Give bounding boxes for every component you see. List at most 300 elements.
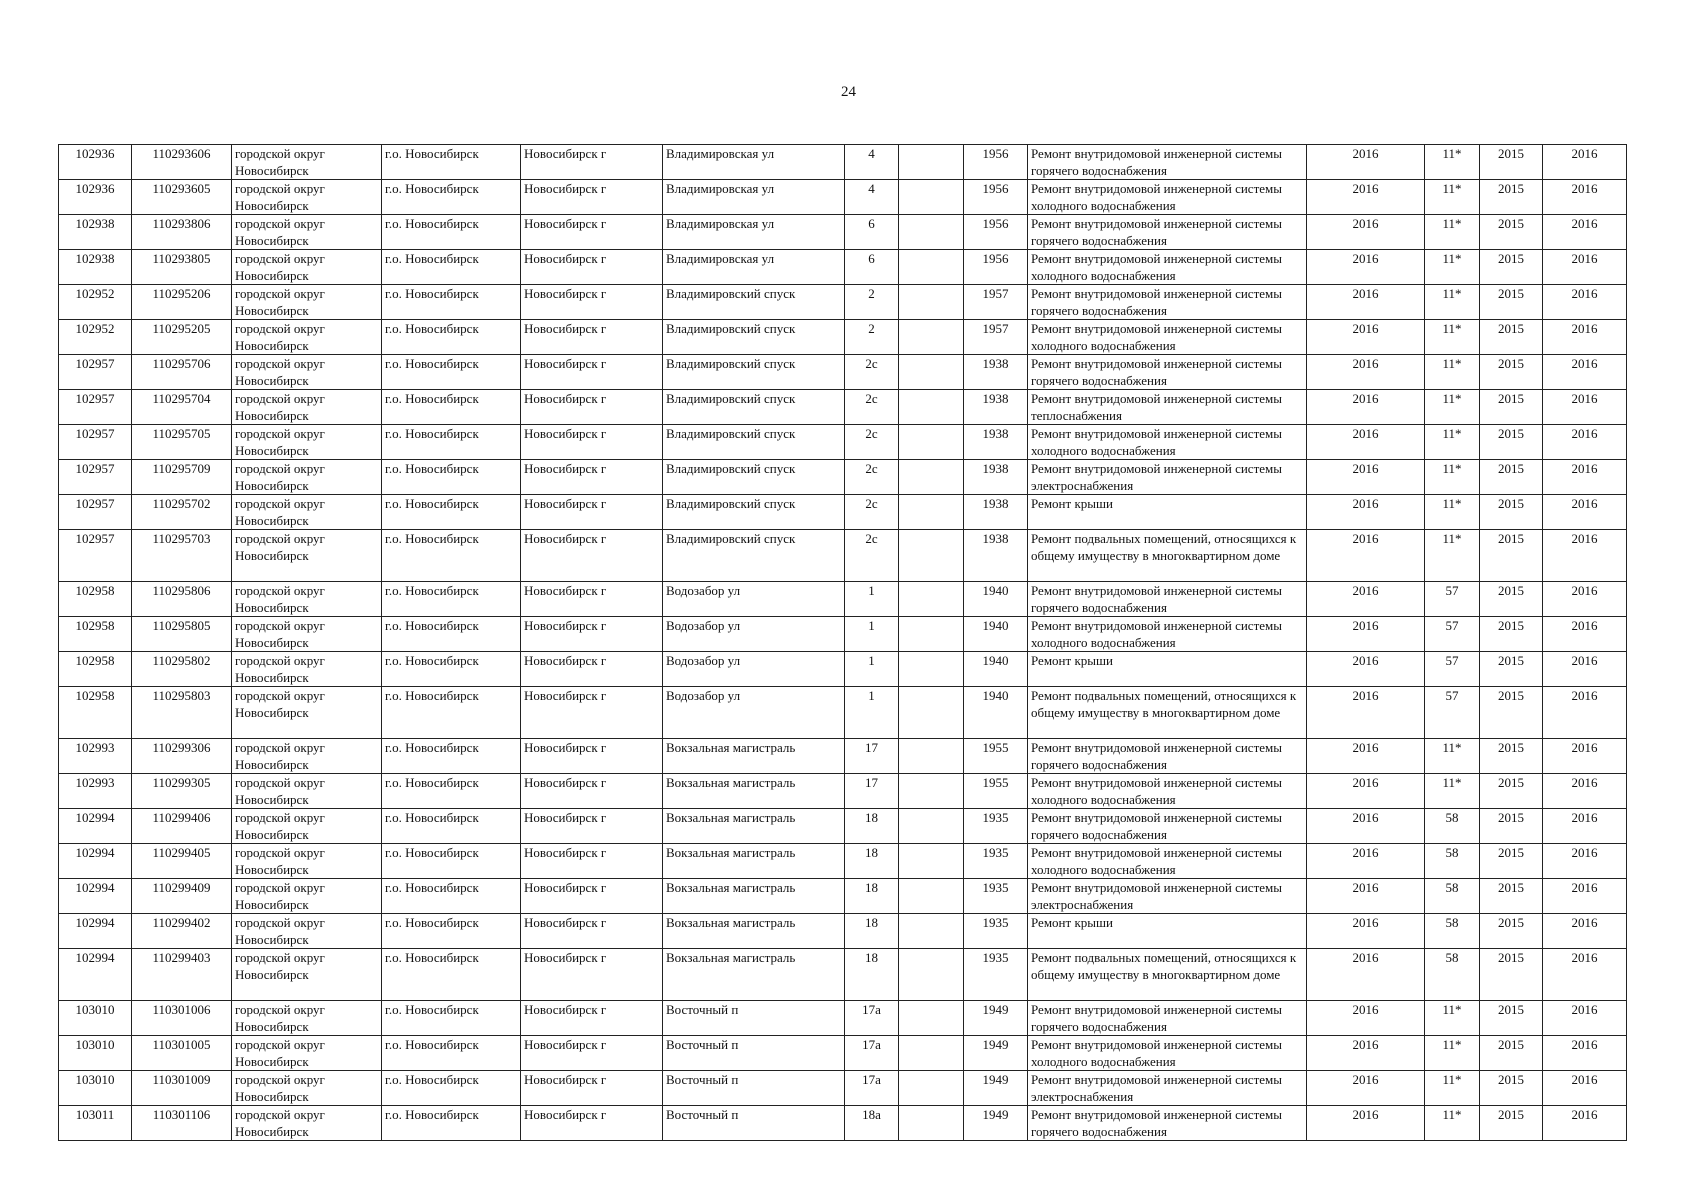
work-code-cell: 110293606 xyxy=(132,145,232,180)
district-cell: городской округ Новосибирск xyxy=(232,879,382,914)
city-cell: Новосибирск г xyxy=(521,617,663,652)
plan-year-cell: 2016 xyxy=(1307,320,1425,355)
house-id-cell: 103010 xyxy=(59,1036,132,1071)
work-type-cell: Ремонт внутридомовой инженерной системы горячего водоснабжения xyxy=(1028,1106,1307,1141)
year-built-cell: 1938 xyxy=(964,460,1028,495)
street-cell: Владимировская ул xyxy=(663,145,845,180)
plan-year-cell: 2016 xyxy=(1307,739,1425,774)
table-row xyxy=(59,687,1627,739)
start-year-cell: 2015 xyxy=(1480,355,1543,390)
city-cell: Новосибирск г xyxy=(521,180,663,215)
work-code-cell: 110293605 xyxy=(132,180,232,215)
extra-cell xyxy=(899,460,964,495)
table-row xyxy=(59,1106,1627,1141)
district-cell: городской округ Новосибирск xyxy=(232,687,382,739)
extra-cell xyxy=(899,1106,964,1141)
work-type-cell: Ремонт внутридомовой инженерной системы горячего водоснабжения xyxy=(1028,145,1307,180)
house-number-cell: 18 xyxy=(845,809,899,844)
group-cell: 11* xyxy=(1425,390,1480,425)
street-cell: Владимировский спуск xyxy=(663,425,845,460)
district-cell: городской округ Новосибирск xyxy=(232,145,382,180)
house-number-cell: 6 xyxy=(845,250,899,285)
start-year-cell: 2015 xyxy=(1480,652,1543,687)
work-code-cell: 110295706 xyxy=(132,355,232,390)
house-id-cell: 102952 xyxy=(59,320,132,355)
house-number-cell: 2с xyxy=(845,425,899,460)
year-built-cell: 1935 xyxy=(964,844,1028,879)
city-cell: Новосибирск г xyxy=(521,1036,663,1071)
house-id-cell: 102994 xyxy=(59,844,132,879)
extra-cell xyxy=(899,1071,964,1106)
street-cell: Водозабор ул xyxy=(663,617,845,652)
house-id-cell: 102958 xyxy=(59,652,132,687)
plan-year-cell: 2016 xyxy=(1307,145,1425,180)
house-id-cell: 102957 xyxy=(59,495,132,530)
table-row xyxy=(59,914,1627,949)
house-number-cell: 18а xyxy=(845,1106,899,1141)
municipality-cell: г.о. Новосибирск xyxy=(382,582,521,617)
extra-cell xyxy=(899,530,964,582)
end-year-cell: 2016 xyxy=(1543,687,1627,739)
end-year-cell: 2016 xyxy=(1543,145,1627,180)
house-number-cell: 2с xyxy=(845,530,899,582)
extra-cell xyxy=(899,809,964,844)
house-number-cell: 4 xyxy=(845,180,899,215)
municipality-cell: г.о. Новосибирск xyxy=(382,425,521,460)
plan-year-cell: 2016 xyxy=(1307,1106,1425,1141)
district-cell: городской округ Новосибирск xyxy=(232,425,382,460)
group-cell: 57 xyxy=(1425,687,1480,739)
group-cell: 58 xyxy=(1425,844,1480,879)
start-year-cell: 2015 xyxy=(1480,1071,1543,1106)
extra-cell xyxy=(899,879,964,914)
year-built-cell: 1935 xyxy=(964,809,1028,844)
work-type-cell: Ремонт внутридомовой инженерной системы холодного водоснабжения xyxy=(1028,320,1307,355)
end-year-cell: 2016 xyxy=(1543,809,1627,844)
group-cell: 11* xyxy=(1425,320,1480,355)
city-cell: Новосибирск г xyxy=(521,425,663,460)
city-cell: Новосибирск г xyxy=(521,914,663,949)
plan-year-cell: 2016 xyxy=(1307,879,1425,914)
city-cell: Новосибирск г xyxy=(521,495,663,530)
house-number-cell: 18 xyxy=(845,949,899,1001)
plan-year-cell: 2016 xyxy=(1307,285,1425,320)
end-year-cell: 2016 xyxy=(1543,215,1627,250)
street-cell: Владимировский спуск xyxy=(663,460,845,495)
house-number-cell: 18 xyxy=(845,879,899,914)
table-row xyxy=(59,180,1627,215)
city-cell: Новосибирск г xyxy=(521,844,663,879)
municipality-cell: г.о. Новосибирск xyxy=(382,145,521,180)
district-cell: городской округ Новосибирск xyxy=(232,285,382,320)
year-built-cell: 1949 xyxy=(964,1106,1028,1141)
street-cell: Владимировский спуск xyxy=(663,355,845,390)
district-cell: городской округ Новосибирск xyxy=(232,495,382,530)
work-type-cell: Ремонт внутридомовой инженерной системы холодного водоснабжения xyxy=(1028,180,1307,215)
year-built-cell: 1940 xyxy=(964,582,1028,617)
house-id-cell: 102993 xyxy=(59,739,132,774)
extra-cell xyxy=(899,652,964,687)
work-code-cell: 110301009 xyxy=(132,1071,232,1106)
work-code-cell: 110293805 xyxy=(132,250,232,285)
district-cell: городской округ Новосибирск xyxy=(232,1001,382,1036)
municipality-cell: г.о. Новосибирск xyxy=(382,949,521,1001)
house-id-cell: 102938 xyxy=(59,250,132,285)
table-row xyxy=(59,582,1627,617)
street-cell: Владимировская ул xyxy=(663,180,845,215)
house-number-cell: 2с xyxy=(845,390,899,425)
extra-cell xyxy=(899,145,964,180)
work-code-cell: 110295206 xyxy=(132,285,232,320)
group-cell: 57 xyxy=(1425,582,1480,617)
table-row xyxy=(59,320,1627,355)
start-year-cell: 2015 xyxy=(1480,739,1543,774)
municipality-cell: г.о. Новосибирск xyxy=(382,355,521,390)
municipality-cell: г.о. Новосибирск xyxy=(382,774,521,809)
municipality-cell: г.о. Новосибирск xyxy=(382,739,521,774)
house-id-cell: 102958 xyxy=(59,582,132,617)
work-type-cell: Ремонт подвальных помещений, относящихся к общему имуществу в многоквартирном доме xyxy=(1028,687,1307,739)
municipality-cell: г.о. Новосибирск xyxy=(382,879,521,914)
year-built-cell: 1940 xyxy=(964,687,1028,739)
table-row xyxy=(59,145,1627,180)
house-id-cell: 102957 xyxy=(59,390,132,425)
end-year-cell: 2016 xyxy=(1543,739,1627,774)
table-row xyxy=(59,949,1627,1001)
extra-cell xyxy=(899,180,964,215)
group-cell: 58 xyxy=(1425,949,1480,1001)
work-code-cell: 110299402 xyxy=(132,914,232,949)
street-cell: Вокзальная магистраль xyxy=(663,739,845,774)
house-id-cell: 102952 xyxy=(59,285,132,320)
street-cell: Восточный п xyxy=(663,1036,845,1071)
group-cell: 11* xyxy=(1425,495,1480,530)
work-code-cell: 110299406 xyxy=(132,809,232,844)
table-row xyxy=(59,1071,1627,1106)
end-year-cell: 2016 xyxy=(1543,844,1627,879)
work-code-cell: 110299306 xyxy=(132,739,232,774)
work-code-cell: 110295709 xyxy=(132,460,232,495)
group-cell: 11* xyxy=(1425,1001,1480,1036)
work-type-cell: Ремонт внутридомовой инженерной системы электроснабжения xyxy=(1028,1071,1307,1106)
district-cell: городской округ Новосибирск xyxy=(232,250,382,285)
work-type-cell: Ремонт внутридомовой инженерной системы холодного водоснабжения xyxy=(1028,1036,1307,1071)
extra-cell xyxy=(899,687,964,739)
work-code-cell: 110295803 xyxy=(132,687,232,739)
group-cell: 57 xyxy=(1425,652,1480,687)
start-year-cell: 2015 xyxy=(1480,1036,1543,1071)
year-built-cell: 1935 xyxy=(964,879,1028,914)
extra-cell xyxy=(899,495,964,530)
end-year-cell: 2016 xyxy=(1543,774,1627,809)
district-cell: городской округ Новосибирск xyxy=(232,355,382,390)
municipality-cell: г.о. Новосибирск xyxy=(382,809,521,844)
work-type-cell: Ремонт внутридомовой инженерной системы холодного водоснабжения xyxy=(1028,250,1307,285)
district-cell: городской округ Новосибирск xyxy=(232,652,382,687)
extra-cell xyxy=(899,582,964,617)
year-built-cell: 1940 xyxy=(964,652,1028,687)
plan-year-cell: 2016 xyxy=(1307,914,1425,949)
work-type-cell: Ремонт крыши xyxy=(1028,914,1307,949)
city-cell: Новосибирск г xyxy=(521,320,663,355)
house-id-cell: 103010 xyxy=(59,1071,132,1106)
house-id-cell: 102957 xyxy=(59,530,132,582)
house-id-cell: 102958 xyxy=(59,617,132,652)
work-code-cell: 110293806 xyxy=(132,215,232,250)
group-cell: 58 xyxy=(1425,879,1480,914)
end-year-cell: 2016 xyxy=(1543,1106,1627,1141)
group-cell: 11* xyxy=(1425,460,1480,495)
end-year-cell: 2016 xyxy=(1543,617,1627,652)
start-year-cell: 2015 xyxy=(1480,949,1543,1001)
house-id-cell: 102994 xyxy=(59,914,132,949)
house-id-cell: 102957 xyxy=(59,460,132,495)
end-year-cell: 2016 xyxy=(1543,285,1627,320)
municipality-cell: г.о. Новосибирск xyxy=(382,495,521,530)
district-cell: городской округ Новосибирск xyxy=(232,582,382,617)
street-cell: Владимировский спуск xyxy=(663,285,845,320)
house-number-cell: 18 xyxy=(845,844,899,879)
plan-year-cell: 2016 xyxy=(1307,652,1425,687)
street-cell: Восточный п xyxy=(663,1001,845,1036)
table-row xyxy=(59,495,1627,530)
group-cell: 11* xyxy=(1425,180,1480,215)
house-number-cell: 2с xyxy=(845,495,899,530)
house-number-cell: 1 xyxy=(845,582,899,617)
end-year-cell: 2016 xyxy=(1543,355,1627,390)
street-cell: Восточный п xyxy=(663,1071,845,1106)
work-type-cell: Ремонт внутридомовой инженерной системы горячего водоснабжения xyxy=(1028,582,1307,617)
city-cell: Новосибирск г xyxy=(521,355,663,390)
start-year-cell: 2015 xyxy=(1480,1001,1543,1036)
plan-year-cell: 2016 xyxy=(1307,1071,1425,1106)
house-number-cell: 1 xyxy=(845,652,899,687)
extra-cell xyxy=(899,617,964,652)
district-cell: городской округ Новосибирск xyxy=(232,390,382,425)
table-row xyxy=(59,844,1627,879)
plan-year-cell: 2016 xyxy=(1307,617,1425,652)
group-cell: 11* xyxy=(1425,1071,1480,1106)
house-number-cell: 1 xyxy=(845,687,899,739)
end-year-cell: 2016 xyxy=(1543,495,1627,530)
municipality-cell: г.о. Новосибирск xyxy=(382,1001,521,1036)
city-cell: Новосибирск г xyxy=(521,809,663,844)
municipality-cell: г.о. Новосибирск xyxy=(382,215,521,250)
city-cell: Новосибирск г xyxy=(521,390,663,425)
plan-year-cell: 2016 xyxy=(1307,687,1425,739)
start-year-cell: 2015 xyxy=(1480,215,1543,250)
group-cell: 11* xyxy=(1425,285,1480,320)
start-year-cell: 2015 xyxy=(1480,320,1543,355)
street-cell: Вокзальная магистраль xyxy=(663,949,845,1001)
municipality-cell: г.о. Новосибирск xyxy=(382,1036,521,1071)
end-year-cell: 2016 xyxy=(1543,582,1627,617)
extra-cell xyxy=(899,739,964,774)
house-id-cell: 102994 xyxy=(59,809,132,844)
plan-year-cell: 2016 xyxy=(1307,180,1425,215)
work-type-cell: Ремонт внутридомовой инженерной системы электроснабжения xyxy=(1028,460,1307,495)
city-cell: Новосибирск г xyxy=(521,145,663,180)
year-built-cell: 1956 xyxy=(964,145,1028,180)
house-id-cell: 102936 xyxy=(59,180,132,215)
plan-year-cell: 2016 xyxy=(1307,774,1425,809)
extra-cell xyxy=(899,774,964,809)
plan-year-cell: 2016 xyxy=(1307,460,1425,495)
table-row xyxy=(59,739,1627,774)
district-cell: городской округ Новосибирск xyxy=(232,1036,382,1071)
table-row xyxy=(59,285,1627,320)
extra-cell xyxy=(899,355,964,390)
municipality-cell: г.о. Новосибирск xyxy=(382,617,521,652)
house-id-cell: 102938 xyxy=(59,215,132,250)
city-cell: Новосибирск г xyxy=(521,949,663,1001)
city-cell: Новосибирск г xyxy=(521,215,663,250)
work-code-cell: 110295703 xyxy=(132,530,232,582)
year-built-cell: 1940 xyxy=(964,617,1028,652)
house-number-cell: 18 xyxy=(845,914,899,949)
end-year-cell: 2016 xyxy=(1543,180,1627,215)
table-row xyxy=(59,530,1627,582)
end-year-cell: 2016 xyxy=(1543,652,1627,687)
table-row xyxy=(59,250,1627,285)
year-built-cell: 1938 xyxy=(964,355,1028,390)
table-row xyxy=(59,215,1627,250)
extra-cell xyxy=(899,285,964,320)
street-cell: Восточный п xyxy=(663,1106,845,1141)
district-cell: городской округ Новосибирск xyxy=(232,774,382,809)
year-built-cell: 1955 xyxy=(964,774,1028,809)
table-row xyxy=(59,390,1627,425)
end-year-cell: 2016 xyxy=(1543,390,1627,425)
start-year-cell: 2015 xyxy=(1480,460,1543,495)
municipality-cell: г.о. Новосибирск xyxy=(382,1106,521,1141)
table-row xyxy=(59,774,1627,809)
work-code-cell: 110299409 xyxy=(132,879,232,914)
plan-year-cell: 2016 xyxy=(1307,1036,1425,1071)
extra-cell xyxy=(899,390,964,425)
house-id-cell: 102936 xyxy=(59,145,132,180)
street-cell: Владимировский спуск xyxy=(663,530,845,582)
table-row xyxy=(59,425,1627,460)
municipality-cell: г.о. Новосибирск xyxy=(382,844,521,879)
house-number-cell: 6 xyxy=(845,215,899,250)
start-year-cell: 2015 xyxy=(1480,809,1543,844)
end-year-cell: 2016 xyxy=(1543,914,1627,949)
city-cell: Новосибирск г xyxy=(521,250,663,285)
year-built-cell: 1938 xyxy=(964,390,1028,425)
house-number-cell: 17а xyxy=(845,1036,899,1071)
plan-year-cell: 2016 xyxy=(1307,530,1425,582)
table-row xyxy=(59,617,1627,652)
street-cell: Водозабор ул xyxy=(663,687,845,739)
work-type-cell: Ремонт крыши xyxy=(1028,495,1307,530)
house-number-cell: 2с xyxy=(845,355,899,390)
start-year-cell: 2015 xyxy=(1480,879,1543,914)
end-year-cell: 2016 xyxy=(1543,320,1627,355)
house-number-cell: 17 xyxy=(845,774,899,809)
work-code-cell: 110295702 xyxy=(132,495,232,530)
work-code-cell: 110295806 xyxy=(132,582,232,617)
end-year-cell: 2016 xyxy=(1543,1036,1627,1071)
street-cell: Водозабор ул xyxy=(663,582,845,617)
street-cell: Владимировская ул xyxy=(663,215,845,250)
municipality-cell: г.о. Новосибирск xyxy=(382,285,521,320)
registry-body xyxy=(59,145,1627,1141)
work-code-cell: 110299305 xyxy=(132,774,232,809)
group-cell: 58 xyxy=(1425,809,1480,844)
year-built-cell: 1949 xyxy=(964,1001,1028,1036)
start-year-cell: 2015 xyxy=(1480,250,1543,285)
district-cell: городской округ Новосибирск xyxy=(232,844,382,879)
plan-year-cell: 2016 xyxy=(1307,355,1425,390)
house-id-cell: 102994 xyxy=(59,879,132,914)
start-year-cell: 2015 xyxy=(1480,495,1543,530)
work-type-cell: Ремонт внутридомовой инженерной системы горячего водоснабжения xyxy=(1028,739,1307,774)
municipality-cell: г.о. Новосибирск xyxy=(382,250,521,285)
municipality-cell: г.о. Новосибирск xyxy=(382,1071,521,1106)
city-cell: Новосибирск г xyxy=(521,285,663,320)
house-number-cell: 17а xyxy=(845,1001,899,1036)
work-type-cell: Ремонт внутридомовой инженерной системы горячего водоснабжения xyxy=(1028,285,1307,320)
group-cell: 11* xyxy=(1425,250,1480,285)
work-type-cell: Ремонт внутридомовой инженерной системы горячего водоснабжения xyxy=(1028,809,1307,844)
group-cell: 11* xyxy=(1425,530,1480,582)
end-year-cell: 2016 xyxy=(1543,879,1627,914)
street-cell: Вокзальная магистраль xyxy=(663,844,845,879)
registry-table xyxy=(58,144,1627,1141)
house-id-cell: 102994 xyxy=(59,949,132,1001)
work-code-cell: 110301106 xyxy=(132,1106,232,1141)
extra-cell xyxy=(899,1001,964,1036)
year-built-cell: 1955 xyxy=(964,739,1028,774)
year-built-cell: 1956 xyxy=(964,215,1028,250)
work-type-cell: Ремонт подвальных помещений, относящихся к общему имуществу в многоквартирном доме xyxy=(1028,530,1307,582)
street-cell: Владимировская ул xyxy=(663,250,845,285)
plan-year-cell: 2016 xyxy=(1307,250,1425,285)
house-id-cell: 102958 xyxy=(59,687,132,739)
street-cell: Вокзальная магистраль xyxy=(663,879,845,914)
extra-cell xyxy=(899,914,964,949)
plan-year-cell: 2016 xyxy=(1307,949,1425,1001)
house-number-cell: 4 xyxy=(845,145,899,180)
work-code-cell: 110295705 xyxy=(132,425,232,460)
extra-cell xyxy=(899,320,964,355)
city-cell: Новосибирск г xyxy=(521,530,663,582)
municipality-cell: г.о. Новосибирск xyxy=(382,652,521,687)
extra-cell xyxy=(899,949,964,1001)
start-year-cell: 2015 xyxy=(1480,774,1543,809)
year-built-cell: 1938 xyxy=(964,495,1028,530)
district-cell: городской округ Новосибирск xyxy=(232,320,382,355)
start-year-cell: 2015 xyxy=(1480,180,1543,215)
district-cell: городской округ Новосибирск xyxy=(232,1106,382,1141)
district-cell: городской округ Новосибирск xyxy=(232,949,382,1001)
year-built-cell: 1957 xyxy=(964,285,1028,320)
group-cell: 11* xyxy=(1425,355,1480,390)
start-year-cell: 2015 xyxy=(1480,285,1543,320)
street-cell: Владимировский спуск xyxy=(663,320,845,355)
group-cell: 11* xyxy=(1425,739,1480,774)
street-cell: Водозабор ул xyxy=(663,652,845,687)
work-type-cell: Ремонт внутридомовой инженерной системы холодного водоснабжения xyxy=(1028,774,1307,809)
city-cell: Новосибирск г xyxy=(521,879,663,914)
street-cell: Вокзальная магистраль xyxy=(663,774,845,809)
table-row xyxy=(59,355,1627,390)
city-cell: Новосибирск г xyxy=(521,1001,663,1036)
end-year-cell: 2016 xyxy=(1543,1001,1627,1036)
year-built-cell: 1957 xyxy=(964,320,1028,355)
start-year-cell: 2015 xyxy=(1480,844,1543,879)
